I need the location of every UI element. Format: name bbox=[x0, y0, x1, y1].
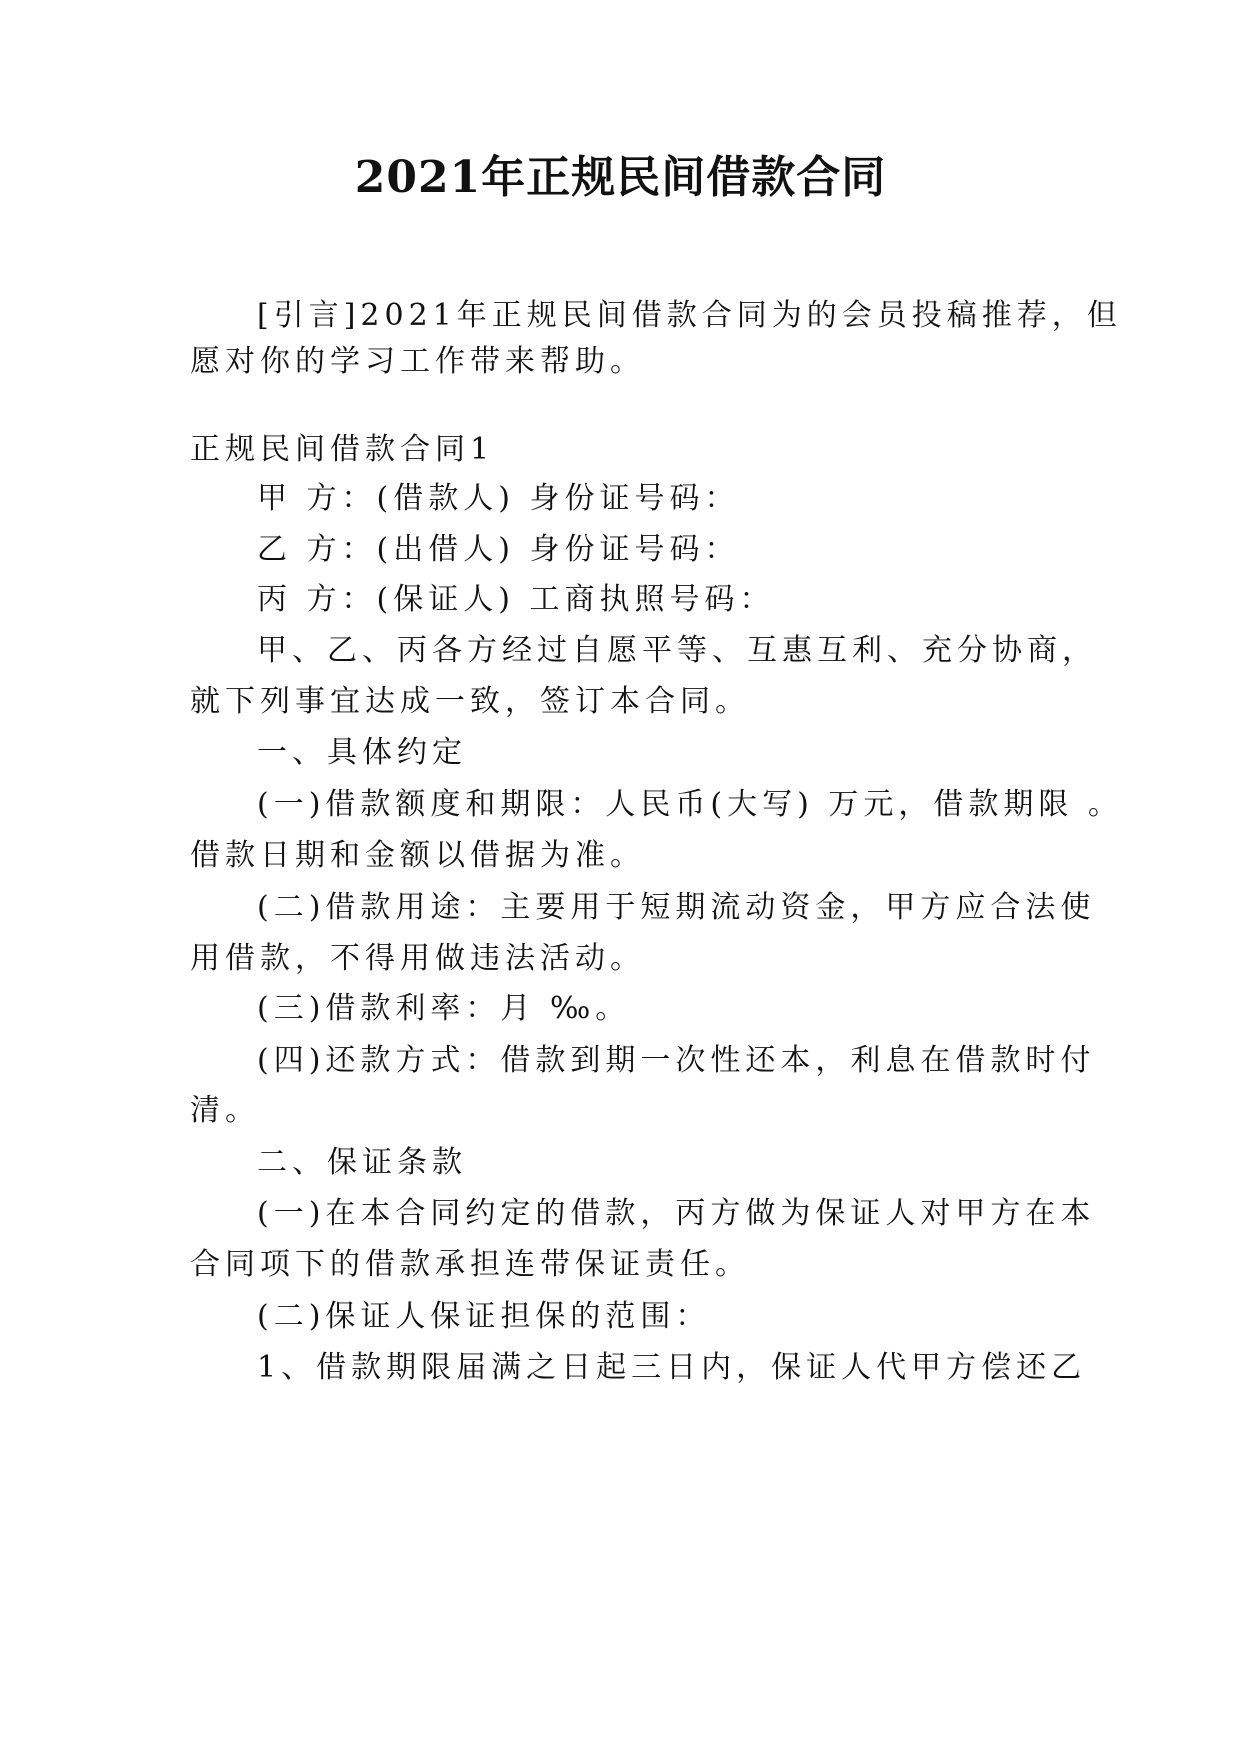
paragraph-line: 就下列事宜达成一致，签订本合同。 bbox=[190, 684, 750, 719]
paragraph-line: 甲、乙、丙各方经过自愿平等、互惠互利、充分协商， bbox=[257, 633, 1097, 668]
document-title: 2021年正规民间借款合同 bbox=[354, 152, 887, 203]
clause-heading: 二、保证条款 bbox=[257, 1145, 467, 1180]
party-c-line: 丙 方：(保证人) 工商执照号码： bbox=[257, 582, 775, 617]
paragraph-line: 1、借款期限届满之日起三日内，保证人代甲方偿还乙 bbox=[257, 1350, 1087, 1385]
paragraph-line: 合同项下的借款承担连带保证责任。 bbox=[190, 1247, 750, 1282]
paragraph-line: 用借款，不得用做违法活动。 bbox=[190, 941, 645, 976]
party-b-line: 乙 方：(出借人) 身份证号码： bbox=[257, 532, 740, 567]
paragraph-line: (一)在本合同约定的借款，丙方做为保证人对甲方在本 bbox=[257, 1196, 1096, 1231]
paragraph-line: 借款日期和金额以借据为准。 bbox=[190, 838, 645, 873]
paragraph-line: (四)还款方式：借款到期一次性还本，利息在借款时付 bbox=[257, 1043, 1096, 1078]
intro-line-1: [引言]2021年正规民间借款合同为的会员投稿推荐，但 bbox=[257, 298, 1122, 333]
intro-line-2: 愿对你的学习工作带来帮助。 bbox=[190, 344, 645, 379]
paragraph-line: (三)借款利率：月 ‰。 bbox=[257, 991, 631, 1026]
paragraph-line: (二)保证人保证担保的范围： bbox=[257, 1299, 711, 1334]
section-heading: 正规民间借款合同1 bbox=[190, 432, 495, 467]
party-a-line: 甲 方：(借款人) 身份证号码： bbox=[257, 481, 740, 516]
clause-heading: 一、具体约定 bbox=[257, 735, 467, 770]
paragraph-line: (二)借款用途：主要用于短期流动资金，甲方应合法使 bbox=[257, 890, 1096, 925]
paragraph-line: (一)借款额度和期限：人民币(大写) 万元，借款期限 。 bbox=[257, 787, 1123, 822]
paragraph-line: 清。 bbox=[190, 1093, 260, 1128]
